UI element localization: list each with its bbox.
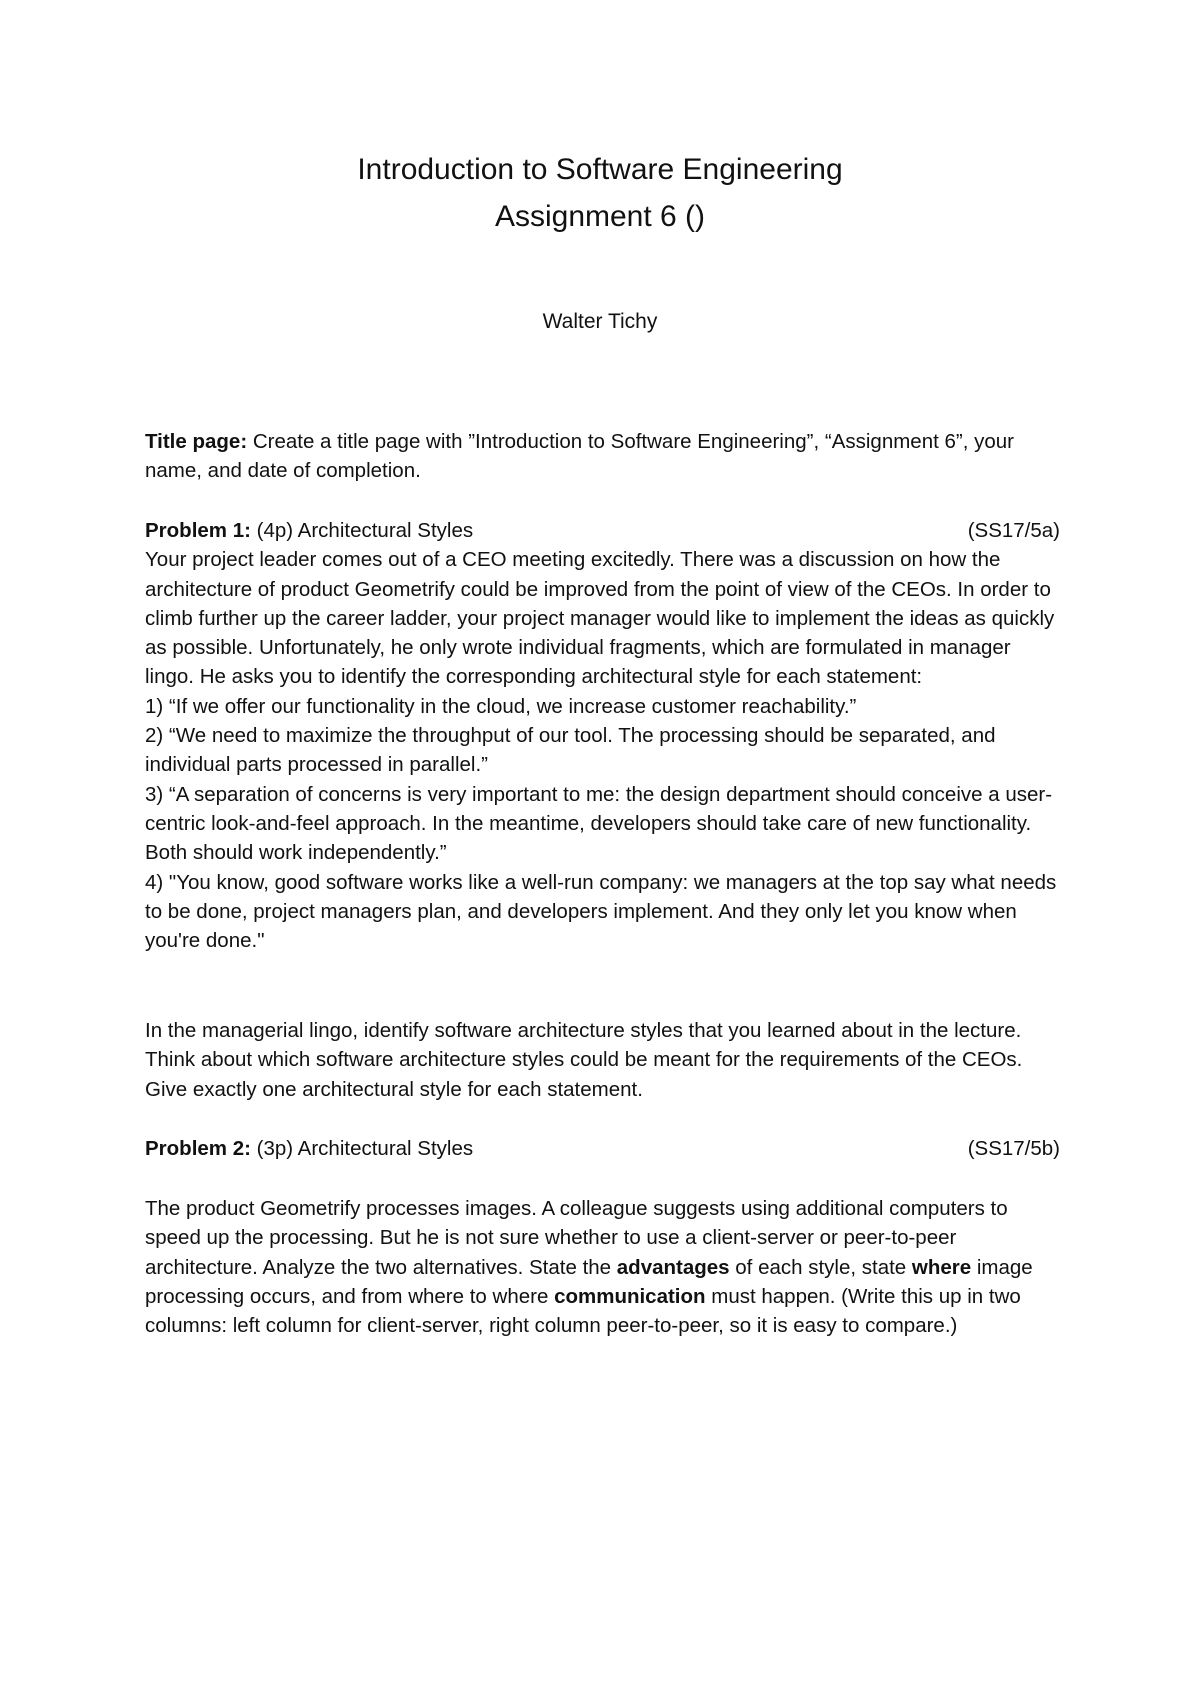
- title-page-text: Create a title page with ”Introduction to Software Engineering”, “Assignment 6”, your name, and date of completion.: [145, 430, 1014, 483]
- problem-2-text-part-1: The product Geometrify processes images. A colleague suggests using additional computers to speed up the processing. But he is not sure whether to use a client-server or peer-to-peer architecture. Analyze the two alternatives. State the: [145, 1197, 1008, 1279]
- author-name: Walter Tichy: [542, 310, 658, 333]
- title-line-course: Introduction to Software Engineering: [357, 153, 843, 186]
- problem-1-statement-1: 1) “If we offer our functionality in the cloud, we increase customer reachability.”: [145, 694, 857, 718]
- problem-2-text-part-3: image processing occurs, and from where to where: [145, 1255, 1033, 1308]
- problem-2-text: [145, 1194, 1060, 1340]
- problem-1-intro: Your project leader comes out of a CEO meeting excitedly. There was a discussion on how the architecture of product Geometrify could be improved from the point of view of the CEOs. In order to climb further up the career ladder, your project manager would like to implement the ideas as quickly as possible. Unfortunately, he only wrote individual fragments, which are formulated in manager lingo. He asks you to identify the corresponding architectural style for each statement:: [145, 548, 1055, 689]
- title-line-assignment: Assignment 6 (): [494, 200, 706, 233]
- problem-1-code: (SS17/5a): [967, 519, 1060, 542]
- problem-2-topic: (3p) Architectural Styles: [250, 1137, 474, 1160]
- problem-2-bold-where: where: [911, 1255, 972, 1279]
- problem-2-bold-advantages: advantages: [616, 1255, 730, 1279]
- title-page-label: Title page:: [145, 430, 248, 453]
- problem-2-label: Problem 2:: [145, 1137, 251, 1160]
- problem-1-label: Problem 1:: [145, 519, 251, 542]
- problem-1-statement-2: 2) “We need to maximize the throughput of our tool. The processing should be separated, and individual parts processed in parallel.”: [145, 724, 996, 777]
- problem-2-text-part-4: must happen. (Write this up in two columns: left column for client-server, right column peer-to-peer, so it is easy to compare.): [145, 1284, 1021, 1338]
- problem-1-closing: [145, 1016, 1060, 1104]
- problem-1-heading: [145, 516, 1060, 545]
- problem-1-statement-3: 3) “A separation of concerns is very important to me: the design department should conceive a user-centric look-and-feel approach. In the meantime, developers should take care of new functionality. Both should work independently.”: [145, 782, 1053, 865]
- problem-1-closing-text: In the managerial lingo, identify software architecture styles that you learned about in the lecture. Think about which software architecture styles could be meant for the requirements of the CEOs. Give exactly one architectural style for each statement.: [145, 1019, 1023, 1101]
- problem-2-section: [145, 1194, 1060, 1340]
- problem-1-topic: (4p) Architectural Styles: [250, 519, 474, 542]
- problem-1-section: [145, 516, 1060, 955]
- problem-2-text-part-2: of each style, state: [729, 1255, 912, 1279]
- problem-2-bold-communication: communication: [554, 1284, 706, 1308]
- problem-1-statement-4: 4) "You know, good software works like a well-run company: we managers at the top say what needs to be done, project managers plan, and developers implement. And they only let you know when you're done.": [145, 870, 1057, 953]
- document-title: [0, 146, 1200, 240]
- problem-2-code: (SS17/5b): [967, 1137, 1060, 1160]
- title-page-instruction: [145, 427, 1060, 486]
- problem-2-heading: [145, 1134, 1060, 1163]
